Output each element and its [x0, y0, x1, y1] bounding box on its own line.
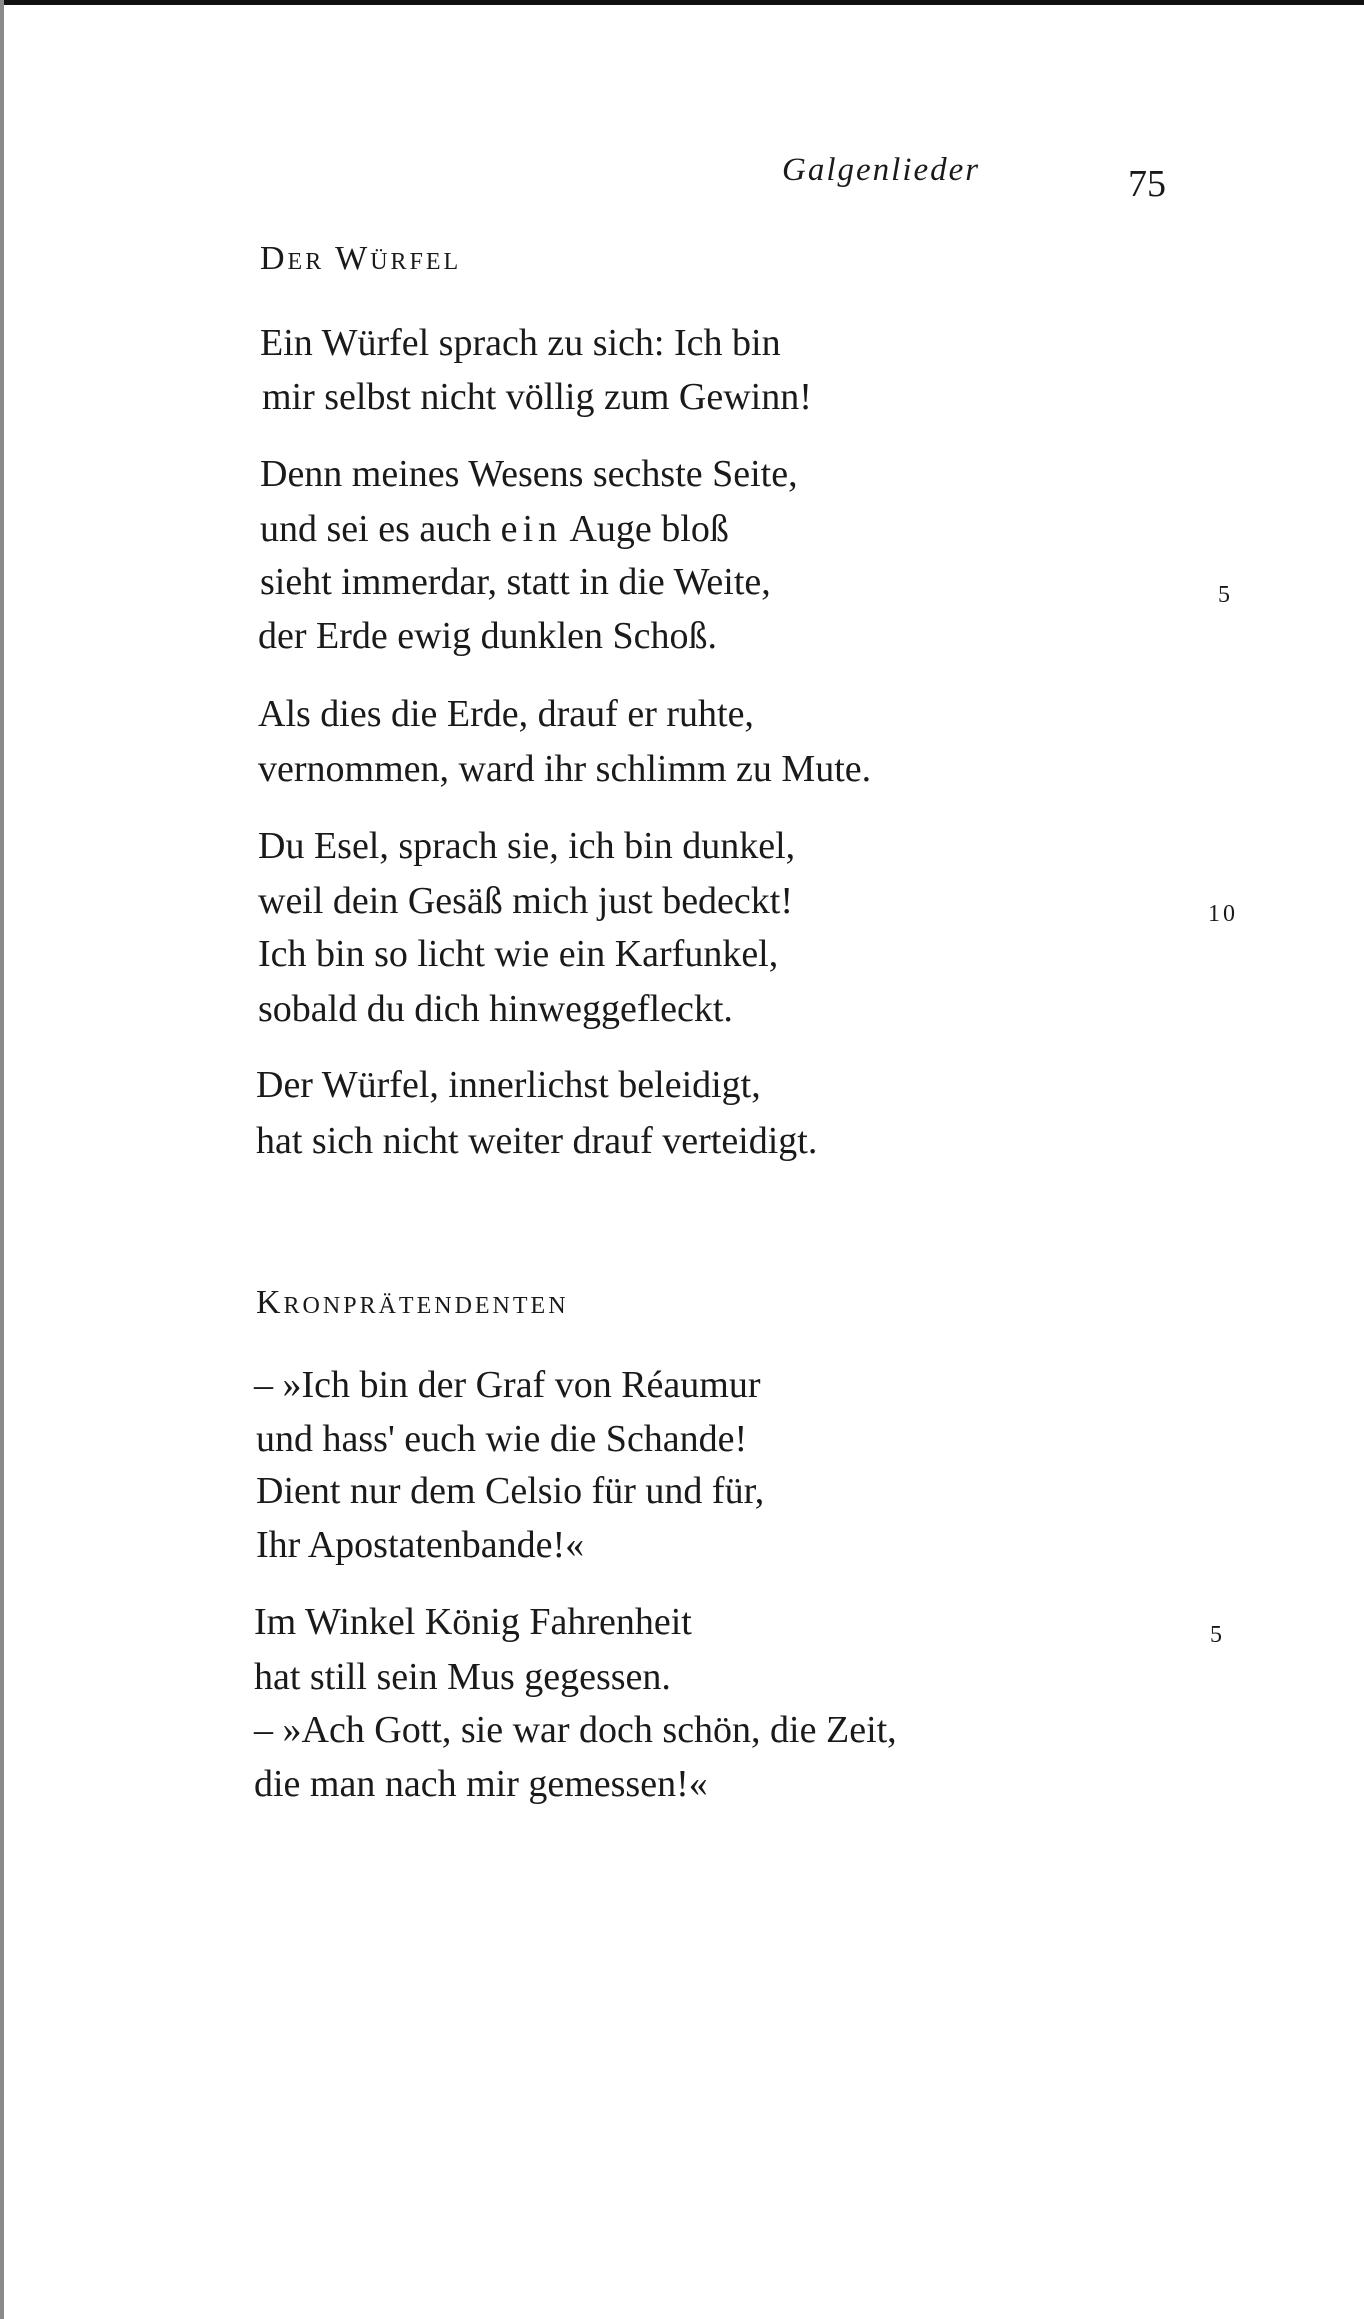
verse-line: Denn meines Wesens sechste Seite, [260, 453, 798, 495]
verse-line: sobald du dich hinweggefleckt. [258, 988, 733, 1030]
verse-text: Auge bloß [562, 508, 729, 550]
verse-line: Ich bin so licht wie ein Karfunkel, [258, 933, 779, 975]
verse-line: – »Ich bin der Graf von Réaumur [254, 1364, 761, 1406]
verse-line: hat still sein Mus gegessen. [254, 1656, 671, 1698]
verse-line: Du Esel, sprach sie, ich bin dunkel, [258, 825, 796, 867]
verse-line: sieht immerdar, statt in die Weite, [260, 561, 771, 603]
page-number: 75 [1128, 163, 1166, 205]
verse-line [260, 510, 729, 548]
verse-line: mir selbst nicht völlig zum Gewinn! [262, 376, 812, 418]
verse-line: Ein Würfel sprach zu sich: Ich bin [260, 322, 781, 364]
poem-title: Kronprätendenten [256, 1284, 569, 1321]
line-number: 5 [1210, 1622, 1225, 1648]
verse-line: der Erde ewig dunklen Schoß. [258, 615, 718, 657]
top-border [0, 0, 1364, 5]
verse-line: – »Ach Gott, sie war doch schön, die Zeit, [254, 1709, 897, 1751]
poem-title: Der Würfel [260, 240, 462, 277]
verse-line: hat sich nicht weiter drauf verteidigt. [256, 1120, 818, 1162]
running-head: Galgenlieder [782, 152, 981, 188]
verse-line: Ihr Apostatenbande!« [256, 1524, 585, 1566]
verse-line: Der Würfel, innerlichst beleidigt, [256, 1064, 761, 1106]
line-number: 10 [1208, 901, 1238, 927]
verse-line: Als dies die Erde, drauf er ruhte, [258, 693, 754, 735]
verse-text: und sei es auch [260, 508, 501, 550]
verse-line: Dient nur dem Celsio für und für, [256, 1470, 765, 1512]
line-number: 5 [1218, 582, 1233, 608]
verse-line: und hass' euch wie die Schande! [256, 1418, 748, 1460]
verse-line: die man nach mir gemessen!« [254, 1763, 708, 1805]
verse-line: vernommen, ward ihr schlimm zu Mute. [258, 748, 872, 790]
emphasized-word: ein [500, 508, 563, 550]
verse-line: weil dein Gesäß mich just bedeckt! [258, 880, 794, 922]
left-page-edge [0, 0, 4, 2319]
verse-line: Im Winkel König Fahrenheit [254, 1601, 692, 1643]
